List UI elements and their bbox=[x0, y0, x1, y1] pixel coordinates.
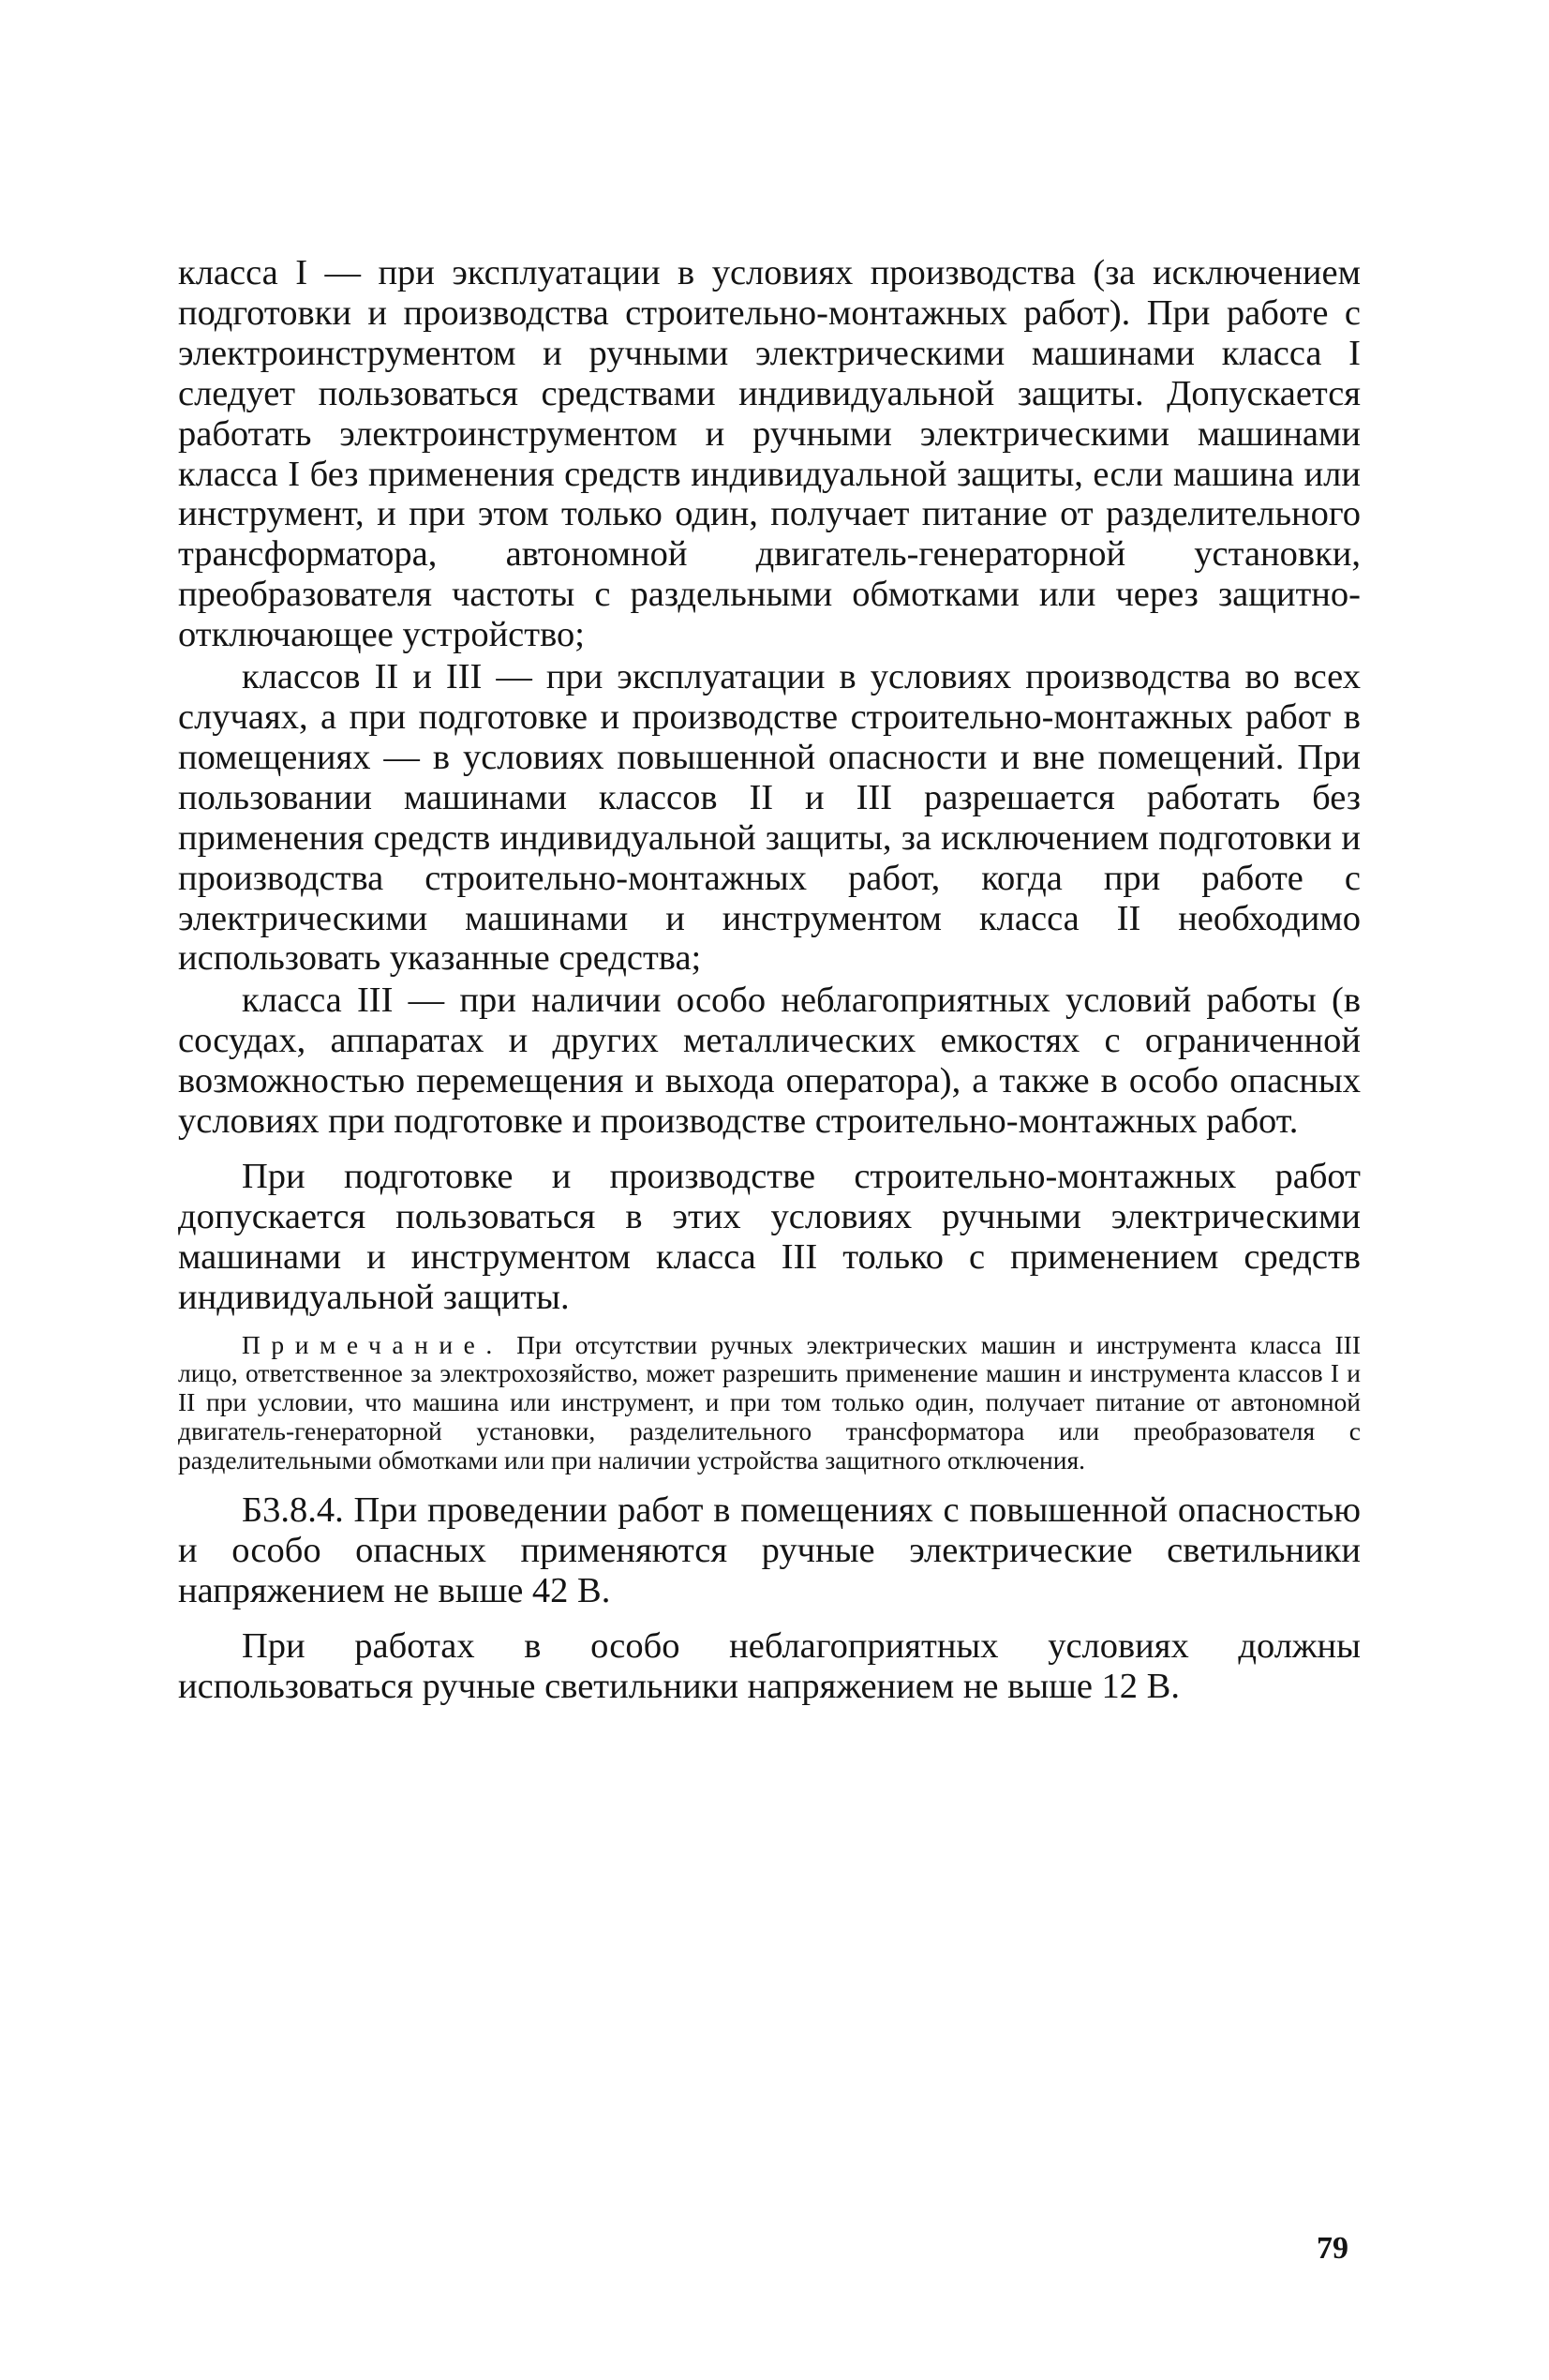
note-label: Примечание. bbox=[242, 1329, 503, 1359]
note-text: При отсутствии ручных электрических машин и инструмента класса III лицо, ответственное за электрохозяйство, может разрешить применение машин и инструмента классов I и II при условии, что машина или инструмент, и при том только один, получает питание от автономной двигатель-генераторной установки, разделительного трансформатора или преобразователя с разделительными обмотками или при наличии устройства защитного отключения. bbox=[178, 1329, 1361, 1475]
paragraph-classes-2-3: классов II и III — при эксплуатации в условиях производства во всех случаях, а при подготовке и производстве строительно-монтажных работ в помещениях — в условиях повышенной опасности и вне помещений. При пользовании машинами классов II и III разрешается работать без применения средств индивидуальной защиты, за исключением подготовки и производства строительно-монтажных работ, когда при работе с электрическими машинами и инструментом класса II необходимо использовать указанные средства; bbox=[178, 657, 1361, 979]
footnote-remark bbox=[178, 1331, 1361, 1476]
page-number: 79 bbox=[1317, 2231, 1348, 2266]
paragraph-unfavorable-conditions: При работах в особо неблагоприятных условиях должны использоваться ручные светильники напряжением не выше 12 В. bbox=[178, 1625, 1361, 1706]
paragraph-b3-8-4: Б3.8.4. При проведении работ в помещениях с повышенной опасностью и особо опасных применяются ручные электрические светильники напряжением не выше 42 В. bbox=[178, 1490, 1361, 1610]
page-body bbox=[178, 253, 1361, 1707]
paragraph-class-1: класса I — при эксплуатации в условиях производства (за исключением подготовки и производства строительно-монтажных работ). При работе с электроинструментом и ручными электрическими машинами класса I следует пользоваться средствами индивидуальной защиты. Допускается работать электроинструментом и ручными электрическими машинами класса I без применения средств индивидуальной защиты, если машина или инструмент, и при этом только один, получает питание от разделительного трансформатора, автономной двигатель-генераторной установки, преобразователя частоты с раздельными обмотками или через защитно-отключающее устройство; bbox=[178, 253, 1361, 655]
paragraph-class-3: класса III — при наличии особо неблагоприятных условий работы (в сосудах, аппаратах и других металлических емкостях с ограниченной возможностью перемещения и выхода оператора), а также в особо опасных условиях при подготовке и производстве строительно-монтажных работ. bbox=[178, 980, 1361, 1142]
paragraph-construction-works: При подготовке и производстве строительно-монтажных работ допускается пользоваться в этих условиях ручными электрическими машинами и инструментом класса III только с применением средств индивидуальной защиты. bbox=[178, 1156, 1361, 1317]
